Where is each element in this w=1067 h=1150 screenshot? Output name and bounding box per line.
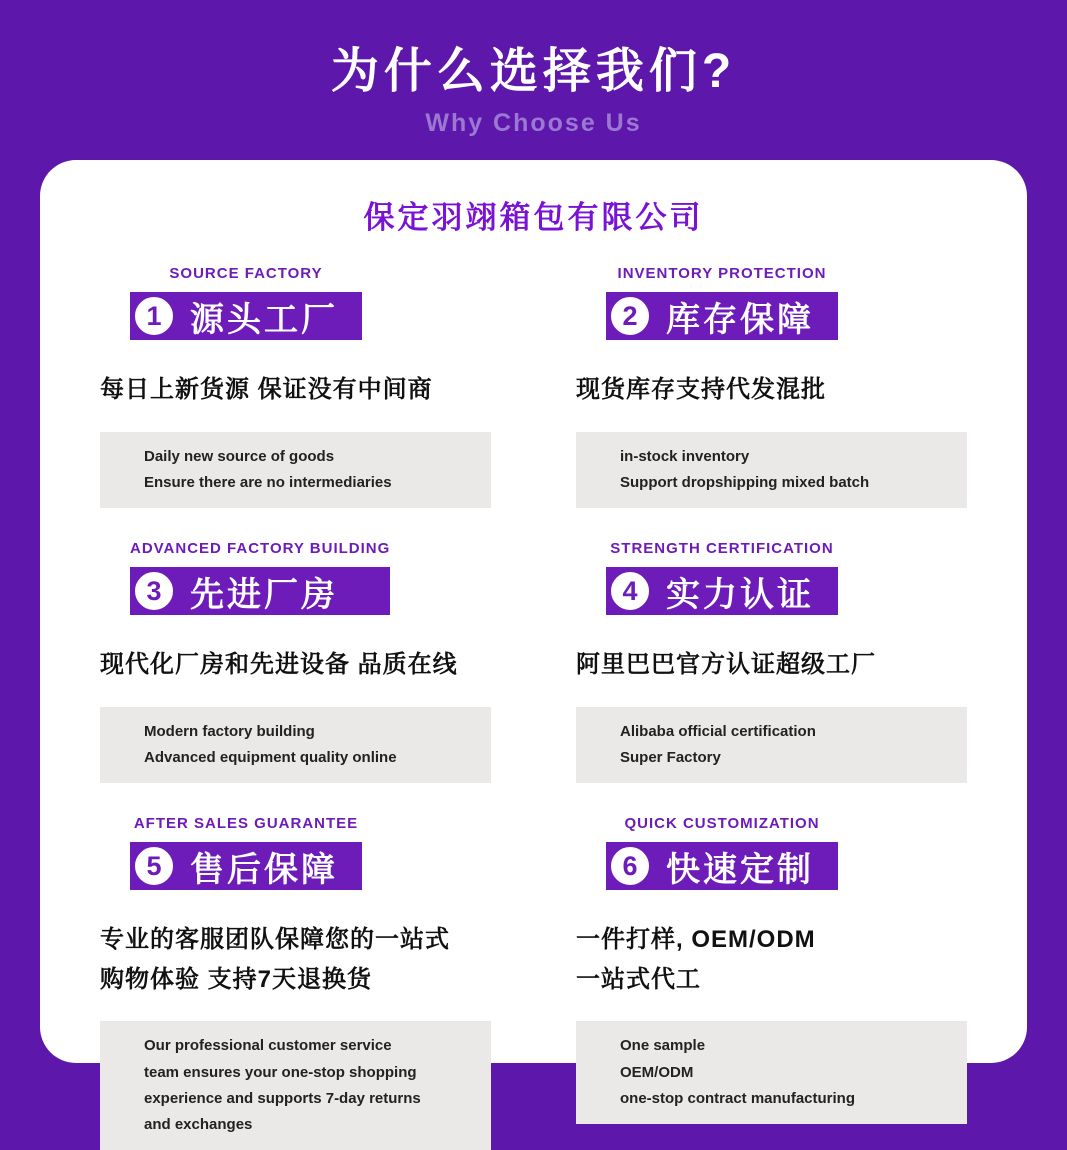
section-desc-en xyxy=(100,707,491,784)
feature-grid xyxy=(95,265,972,1150)
en-line: and exchanges xyxy=(144,1116,253,1134)
section-title-cn: 库存保障 xyxy=(666,300,814,339)
feature-section-inventory-protection xyxy=(576,265,967,508)
feature-section-strength-certification xyxy=(576,540,967,783)
content-card xyxy=(40,160,1027,1134)
en-line: Support dropshipping mixed batch xyxy=(620,473,870,491)
section-head xyxy=(606,815,838,890)
section-head xyxy=(130,265,362,340)
en-line: Super Factory xyxy=(620,748,721,766)
company-name: 保定羽翊箱包有限公司 xyxy=(363,200,704,235)
section-number-badge: 4 xyxy=(608,569,652,613)
page-subtitle: Why Choose Us xyxy=(425,109,642,137)
section-desc-en xyxy=(100,1021,491,1150)
en-line: Advanced equipment quality online xyxy=(144,748,397,766)
en-line: one-stop contract manufacturing xyxy=(620,1089,856,1107)
desc-line: 现货库存支持代发混批 xyxy=(576,376,826,403)
desc-line: 购物体验 支持7天退换货 xyxy=(100,965,373,993)
section-desc-en xyxy=(576,432,967,509)
section-number-badge: 1 xyxy=(132,294,176,338)
en-line: Ensure there are no intermediaries xyxy=(144,473,392,491)
section-head xyxy=(606,540,838,615)
section-label-en: ADVANCED FACTORY BUILDING xyxy=(130,540,391,558)
section-title-cn: 实力认证 xyxy=(666,575,814,614)
en-line: Daily new source of goods xyxy=(144,447,335,465)
feature-section-advanced-factory xyxy=(100,540,491,783)
en-line: Alibaba official certification xyxy=(620,722,816,740)
en-line: OEM/ODM xyxy=(620,1063,694,1081)
section-head xyxy=(130,540,390,615)
section-head xyxy=(130,815,362,890)
section-label-en: SOURCE FACTORY xyxy=(169,265,323,282)
desc-line: 阿里巴巴官方认证超级工厂 xyxy=(576,651,876,679)
section-banner xyxy=(130,567,390,615)
page-title: 为什么选择我们? xyxy=(330,45,737,98)
en-line: One sample xyxy=(620,1037,706,1055)
section-number-badge: 3 xyxy=(132,569,176,613)
section-desc-en xyxy=(100,432,491,509)
section-label-en: AFTER SALES GUARANTEE xyxy=(133,815,359,833)
section-banner xyxy=(130,292,362,340)
section-banner xyxy=(606,567,838,615)
section-desc-en xyxy=(576,707,967,784)
section-desc-cn xyxy=(100,920,491,999)
section-desc-cn xyxy=(576,370,967,410)
section-desc-cn xyxy=(576,920,967,999)
feature-section-after-sales xyxy=(100,815,491,1150)
section-banner xyxy=(606,842,838,890)
page-header xyxy=(0,0,1067,138)
section-label-en: STRENGTH CERTIFICATION xyxy=(610,540,834,558)
section-label-en: QUICK CUSTOMIZATION xyxy=(624,815,820,833)
section-title-cn: 先进厂房 xyxy=(190,575,338,614)
section-banner xyxy=(130,842,362,890)
section-title-cn: 售后保障 xyxy=(190,850,338,889)
feature-section-quick-customization xyxy=(576,815,967,1150)
section-number-badge: 5 xyxy=(132,844,176,888)
desc-line: 一件打样, OEM/ODM xyxy=(576,926,816,954)
desc-line: 专业的客服团队保障您的一站式 xyxy=(100,926,450,954)
desc-line: 每日上新货源 保证没有中间商 xyxy=(100,376,433,403)
section-number-badge: 2 xyxy=(608,294,652,338)
section-number-badge: 6 xyxy=(608,844,652,888)
section-desc-en xyxy=(576,1021,967,1124)
section-label-en: INVENTORY PROTECTION xyxy=(617,265,827,282)
section-title-cn: 快速定制 xyxy=(666,850,814,889)
feature-section-source-factory xyxy=(100,265,491,508)
desc-line: 一站式代工 xyxy=(576,965,701,993)
desc-line: 现代化厂房和先进设备 品质在线 xyxy=(100,651,458,679)
section-desc-cn xyxy=(100,370,491,410)
section-banner xyxy=(606,292,838,340)
en-line: team ensures your one-stop shopping xyxy=(144,1063,417,1081)
section-head xyxy=(606,265,838,340)
section-title-cn: 源头工厂 xyxy=(190,300,338,339)
section-desc-cn xyxy=(576,645,967,685)
en-line: Modern factory building xyxy=(144,722,315,740)
en-line: experience and supports 7-day returns xyxy=(144,1089,421,1107)
en-line: Our professional customer service xyxy=(144,1037,392,1055)
section-desc-cn xyxy=(100,645,491,685)
en-line: in-stock inventory xyxy=(620,447,750,465)
